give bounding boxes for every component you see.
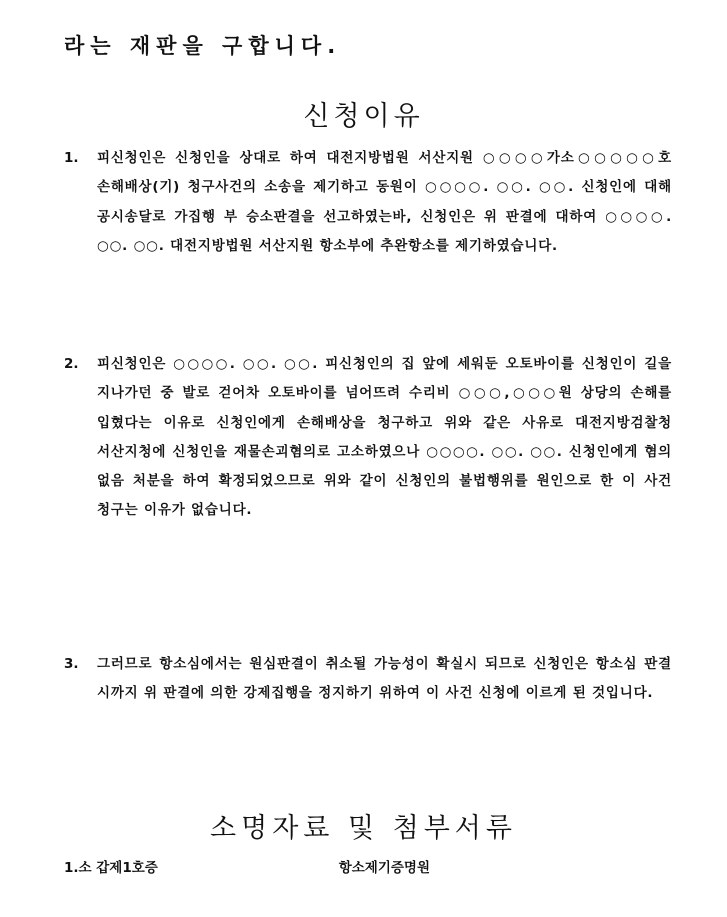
reason-item-1 <box>64 144 672 261</box>
reason-item-2 <box>64 350 672 526</box>
reason-text: 피신청인은 신청인을 상대로 하여 대전지방법원 서산지원 ○○○○가소○○○○○호 손해배상(기) 청구사건의 소송을 제기하고 동원이 ○○○○. ○○. ○○. 신청인에 대해 공시송달로 가집행 부 승소판결을 선고하였는바, 신청인은 위 판결에 대하여 ○○○○. ○○. ○○. 대전지방법원 서산지원 항소부에 추완항소를 제기하였습니다. <box>97 150 672 254</box>
reason-number: 3. <box>64 656 79 672</box>
evidence-heading: 소명자료 및 첨부서류 <box>210 813 517 844</box>
reason-text: 그러므로 항소심에서는 원심판결이 취소될 가능성이 확실시 되므로 신청인은 항소심 판결 시까지 위 판결에 의한 강제집행을 정지하기 위하여 이 사건 신청에 이르게 된 것입니다. <box>97 656 672 702</box>
reasons-heading: 신청이유 <box>303 101 424 132</box>
reason-item-3 <box>64 650 672 709</box>
reason-text: 피신청인은 ○○○○. ○○. ○○. 피신청인의 집 앞에 세워둔 오토바이를 신청인이 길을 지나가던 중 발로 걷어차 오토바이를 넘어뜨려 수리비 ○○○,○○○원 상당의 손해를 입혔다는 이유로 신청인에게 손해배상을 청구하고 위와 같은 사유로 대전지방검찰청 서산지청에 신청인을 재물손괴혐의로 고소하였으나 ○○○○. ○○. ○○. 신청인에게 혐의 없음 처분을 하여 확정되었으므로 위와 같이 신청인의 불법행위를 원인으로 한 이 사건 청구는 이유가 없습니다. <box>97 356 672 519</box>
evidence-title: 항소제기증명원 <box>338 860 430 876</box>
reason-number: 1. <box>64 150 79 166</box>
closing-request-line: 라는 재판을 구합니다. <box>64 34 342 58</box>
evidence-list-item <box>64 856 430 876</box>
reason-number: 2. <box>64 356 79 372</box>
evidence-code: 1.소 갑제1호증 <box>64 860 158 876</box>
